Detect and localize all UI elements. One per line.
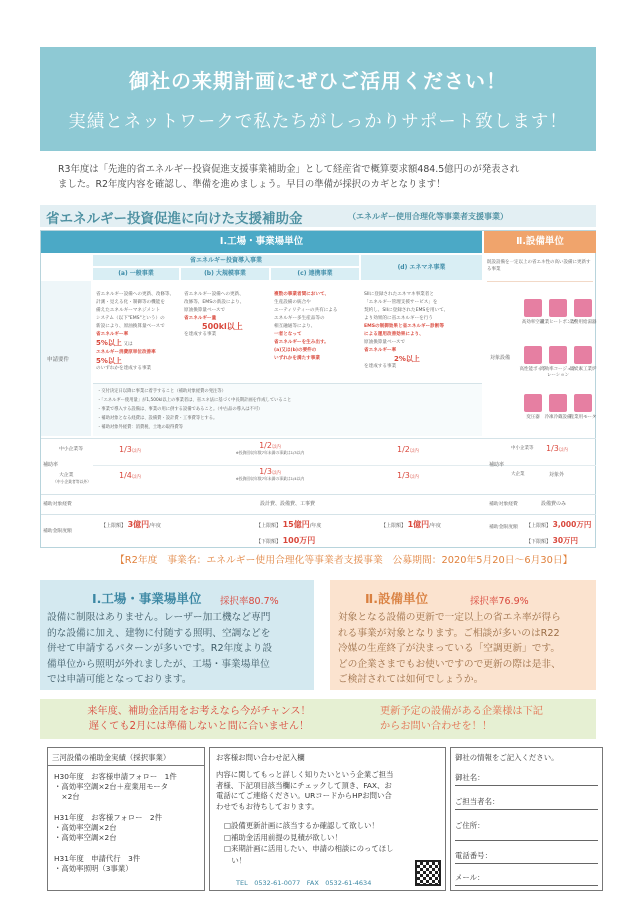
sub-header-energy-investment: 省エネルギー投資導入事業	[93, 255, 359, 266]
rate-large-right: 大企業	[511, 472, 525, 477]
rate-bc-small	[181, 441, 359, 456]
type-d-header: (d) エネマネ事業	[361, 255, 482, 280]
rate-d-large	[397, 471, 419, 480]
limit-d	[381, 519, 441, 530]
inquiry-header: お客様お問い合わせ記入欄	[216, 753, 305, 762]
req-b-amount: 500kl以上	[202, 322, 243, 331]
req-a-line: システム（以下"EMS"という）の	[96, 316, 165, 321]
limit-top-label: 【上限額】	[256, 523, 282, 529]
check-option[interactable]: □補助金活用前提の見積が欲しい！	[224, 832, 342, 842]
panel-equipment-rate: 採択率76.9%	[470, 596, 529, 607]
panel-line: 設備に制限はありません。レーザー加工機など専門	[47, 612, 271, 623]
limit-unit: /年度	[309, 523, 322, 529]
panel-line: どの企業さまでもお使いですので更新の際は是非、	[338, 658, 561, 670]
limit-value: 3億円	[127, 520, 150, 529]
rate-small-right: 中小企業等	[511, 446, 534, 451]
target-label: 補助対象経費	[43, 502, 72, 507]
limit-row	[41, 514, 596, 548]
intro-text	[58, 162, 586, 192]
record-line: H31年度 申請代行 3件	[54, 854, 141, 863]
limit-low-label: 【下限額】	[526, 539, 552, 545]
right-top-desc: 既設設備を一定以上の省エネ性の高い設備に更新する事業	[487, 260, 591, 272]
check-option[interactable]: □設備更新計画に該当するか確認して欲しい！	[224, 821, 379, 830]
panel-factory-title: Ⅰ.工場・事業場単位	[92, 591, 202, 606]
req-d-line: による運用改善効果により、	[364, 332, 424, 337]
inquiry-line: 電話にてご連絡ください。URコードからHPお問い合	[216, 791, 392, 800]
req-d-line: SIIに登録されたエネマネ事業者と	[364, 292, 434, 297]
heatpump-icon	[549, 299, 567, 317]
rate-value: 1/3	[119, 445, 132, 454]
target-row	[41, 494, 596, 512]
limit-a	[101, 519, 161, 530]
rate-unit: 以内	[558, 448, 568, 453]
type-a-header: (a) 一般事業	[93, 268, 179, 280]
rate-a-large	[119, 471, 141, 480]
equip-label: 対象設備	[490, 355, 511, 361]
type-c-header: (c) 連携事業	[271, 268, 359, 280]
record-line: ・高効率照明（3事業）	[54, 864, 133, 873]
limit-top-label: 【上限額】	[381, 523, 407, 529]
inquiry-box	[209, 747, 446, 891]
rate-unit: 以内	[131, 475, 141, 480]
rate-d-small	[397, 445, 419, 454]
panel-factory-body	[47, 610, 311, 688]
inquiry-line: 者様、下記項目該当欄にチェックして頂き、FAX、お	[216, 780, 392, 790]
req-c-line: エネルギー多生産品等の	[274, 316, 325, 321]
type-b-header: (b) 大規模事業	[181, 268, 269, 280]
rate-r-small	[546, 444, 568, 453]
icon-label: 高効率コージェネレーション	[540, 367, 576, 378]
req-b-line: 改修等、EMSの新設により、	[184, 300, 245, 305]
rate-r-large: 対象外	[549, 472, 565, 478]
req-d-line: 省エネルギー率	[364, 348, 397, 353]
record-line: H30年度 お客様申請フォロー 1件	[54, 772, 177, 781]
req-c-line: (a)又は(b)の要件の	[274, 348, 317, 353]
rate-value: 1/2	[259, 441, 272, 450]
request-label: 申請要件	[47, 357, 70, 363]
panel-line: 対象となる設備の更新で一定以上の省エネ率が得ら	[338, 612, 561, 623]
inquiry-line: わせでもお待ちしております。	[216, 801, 319, 811]
req-a-line: 計測・見える化・制御等の機能を	[96, 300, 165, 305]
limit-value: 3,000万円	[552, 520, 592, 529]
field-company-name[interactable]: 御社名：	[455, 773, 485, 782]
rate-row	[41, 438, 596, 492]
rate-unit: 以内	[409, 449, 419, 454]
req-a-line: エネルギー消費原単位改善率	[96, 350, 156, 355]
rate-unit: 以内	[271, 445, 281, 450]
transformer-icon	[524, 394, 542, 412]
row-label-request	[41, 281, 91, 436]
aircon-icon	[524, 299, 542, 317]
check-option: い！	[224, 855, 247, 865]
panel-equipment	[330, 580, 596, 690]
top-banner	[40, 47, 596, 151]
req-d-line: 「エネルギー管理支援サービス」を	[364, 300, 438, 305]
panel-factory	[40, 580, 314, 690]
inquiry-checklist[interactable]	[224, 820, 394, 866]
rate-value: 1/4	[119, 471, 132, 480]
rate-unit: 以内	[131, 449, 141, 454]
rate-value: 1/3	[546, 444, 559, 453]
req-d-line: を達成する事業	[364, 364, 397, 369]
cta-band	[40, 699, 596, 739]
req-d-line: より効果的に省エネルギーを行う	[364, 316, 433, 321]
record-line: ・高効率空調×2台	[54, 823, 117, 832]
rate-unit: 以内	[409, 475, 419, 480]
limit-r-low	[526, 535, 578, 546]
icon-label: 冷凍冷蔵設備	[544, 415, 572, 420]
company-info-header: 御社の情報をご記入ください。	[455, 753, 559, 762]
req-b-line: 省エネルギー量	[184, 316, 217, 321]
request-b	[184, 291, 268, 339]
limit-top-label: 【上限額】	[101, 523, 127, 529]
water-heater-icon	[574, 299, 592, 317]
req-c-line: 省エネルギーを生み出す。	[274, 340, 329, 345]
field-contact-person[interactable]: ご担当者名：	[455, 797, 500, 806]
req-a-line: 省エネルギー設備への更新、改修等、	[96, 292, 175, 297]
note-line: ・補助対象となる経費は、設備費・設計費・工事費等とする。	[97, 416, 218, 421]
target-right: 設備費のみ	[541, 501, 567, 507]
note-line: ・補助対象外経費：消費税、土地の取得費等	[97, 425, 183, 430]
request-c	[274, 291, 358, 363]
field-email[interactable]: メール：	[455, 873, 485, 882]
header-factory-unit: Ⅰ.工場・事業場単位	[41, 231, 482, 253]
req-c-line: 相互融通等により、	[274, 324, 316, 329]
req-d-line: EMSの制御効果と省エネルギー診断等	[364, 324, 444, 329]
req-d-rate: 2%以上	[394, 355, 420, 363]
req-c-line: 一者となって	[274, 332, 302, 337]
contact-numbers: TEL 0532-61-0077 FAX 0532-61-4634	[236, 879, 372, 887]
rate-label-right: 補助率	[489, 462, 505, 468]
year-info: 【R2年度 事業名：エネルギー使用合理化等事業者支援事業 公募期間：2020年5月20日～6月30日】	[115, 555, 573, 566]
rate-value: 1/3	[397, 471, 410, 480]
req-a-rate: 5%以上	[96, 339, 122, 347]
rate-small-label: 中小企業等	[59, 447, 83, 452]
cta-line: 更新予定の設備がある企業様は下記	[380, 706, 543, 717]
req-a-line: 新設により、原油換算量ベースで	[96, 324, 165, 329]
req-c-line: 複数の事業者間において、	[274, 292, 330, 297]
req-b-line: 省エネルギー設備への更新、	[184, 292, 244, 297]
req-c-line: いずれかを満たす事業	[274, 356, 320, 361]
rate-note: ※投資回収年数7年未満の事業は1/4以内	[235, 476, 305, 481]
intro-line-1: R3年度は「先進的省エネルギー投資促進支援事業補助金」として経産省で概算要求額484.5億円のが発表され	[58, 164, 520, 175]
icon-label: 変圧器	[526, 415, 540, 420]
req-a-line: のいずれかを達成する事業	[96, 366, 152, 371]
limit-bc	[256, 519, 321, 530]
req-a-rate2: 5%以上	[96, 357, 122, 365]
panel-equipment-title: Ⅱ.設備単位	[365, 591, 428, 606]
limit-label-right: 補助金限度額	[489, 525, 518, 530]
limit-unit: /年度	[149, 523, 161, 529]
limit-value: 1億円	[407, 520, 430, 529]
refrigerator-icon	[549, 394, 567, 412]
icon-label: 高性能ボイラ	[519, 367, 547, 372]
rate-sub-label: （中小企業者等以外）	[53, 479, 91, 484]
company-info-box	[450, 747, 603, 891]
req-c-line: ユーティリティーの共有による	[274, 308, 338, 313]
limit-value: 30万円	[552, 536, 579, 545]
limit-r	[526, 519, 591, 530]
panel-equipment-body	[338, 610, 592, 688]
limit-low-label: 【下限額】	[256, 539, 282, 545]
req-b-line: 原油換算量ベースで	[184, 308, 226, 313]
qr-code-icon[interactable]	[415, 860, 441, 886]
panel-line: では申請可能となっております。	[47, 674, 192, 685]
furnace-icon	[574, 346, 592, 364]
req-a-or: 又は	[123, 342, 133, 347]
req-b-line: を達成する事業	[184, 332, 217, 337]
panel-line: 併せて申請するパターンが多いです。R2年度より設	[47, 643, 273, 654]
rate-large-label: 大企業	[59, 473, 74, 478]
track-record-box	[47, 747, 205, 891]
req-d-line: 契約し、SIIに登録されたEMSを用いて、	[364, 308, 449, 313]
cta-right	[380, 704, 543, 734]
limit-top-label: 【上限額】	[526, 523, 552, 529]
track-record-header: 三河設備の補助金実績（採択事業）	[48, 748, 204, 766]
record-line: H31年度 お客様フォロー 2件	[54, 813, 162, 822]
icon-label: 業務用給湯器	[569, 320, 597, 325]
request-d	[364, 291, 480, 371]
section-title: 省エネルギー投資促進に向けた支援補助金	[46, 211, 303, 227]
limit-bc-low	[256, 535, 315, 546]
icon-label: 産業ヒートポンプ	[540, 320, 576, 325]
panel-line: 備単位から照明が外れましたが、工場・事業場単位	[47, 658, 270, 670]
section-title-bar	[40, 205, 596, 227]
rate-bc-large	[181, 467, 359, 482]
limit-unit: /年度	[429, 523, 441, 529]
icon-label: 産業用モータ	[569, 415, 597, 420]
section-subtitle: （エネルギー使用合理化等事業者支援事業）	[348, 212, 508, 221]
target-left: 設計費、設備費、工事費	[259, 501, 315, 507]
cta-line: 遅くても2月には準備しないと間に合いません！	[88, 721, 310, 732]
intro-line-2: ました。R2年度内容を確認し、準備を進めましょう。早目の準備が採択のカギとなります！	[58, 179, 446, 190]
cta-left	[54, 704, 344, 734]
subsidy-table	[40, 230, 596, 548]
rate-label: 補助率	[43, 462, 59, 468]
note-line: ・「エネルギー使用量」が1,500kl以上の事業者は、省エネ法に基づく中長期計画を作成していること	[97, 398, 292, 403]
req-a-line: 備えたエネルギーマネジメント	[96, 308, 161, 313]
rate-unit: 以内	[271, 471, 281, 476]
limit-value: 15億円	[282, 520, 310, 529]
check-option[interactable]: □来期計画に活用したい、申請の相談にのってほし	[224, 844, 394, 853]
panel-line: れる事業が対象となります。ご相談が多いのはR22	[338, 627, 560, 639]
boiler-icon	[524, 346, 542, 364]
record-line: ・高効率空調×2台	[54, 833, 117, 842]
field-address[interactable]: ご住所：	[455, 821, 485, 830]
req-a-line: 省エネルギー率	[96, 332, 129, 337]
icon-label: 高効率空調	[521, 320, 545, 325]
req-d-line: 原油換算量ベースで	[364, 340, 406, 345]
note-line: ・交付決定日以降に事業に着手すること（補助対象経費の発注等）	[97, 389, 226, 394]
record-line: ・高効率空調×2台＋産業用モータ	[54, 782, 169, 791]
panel-line: ご検討されては如何でしょうか。	[338, 674, 484, 685]
rate-a-small	[119, 445, 141, 454]
icon-label: 低炭素工業炉	[569, 367, 597, 372]
field-phone[interactable]: 電話番号：	[455, 851, 492, 860]
panel-factory-rate: 採択率80.7%	[220, 596, 279, 607]
limit-label: 補助金限度額	[43, 529, 72, 534]
rate-value: 1/2	[397, 445, 410, 454]
rate-note: ※投資回収年数7年未満の事業は1/3以内	[235, 450, 305, 455]
target-label-right: 補助対象経費	[489, 502, 518, 507]
rate-value: 1/3	[259, 467, 272, 476]
header-equipment-unit: Ⅱ.設備単位	[484, 231, 596, 253]
panel-line: 冷媒の生産終了が決まっている「空調更新」です。	[338, 643, 561, 654]
cta-line: からお問い合わせを！！	[380, 721, 493, 732]
equipment-grid	[487, 281, 597, 436]
cogeneration-icon	[549, 346, 567, 364]
inquiry-line: 内容に関してもっと詳しく知りたいという企業ご担当	[216, 770, 394, 779]
req-c-line: 生産設備の統合や	[274, 300, 311, 305]
record-line: ×2台	[54, 792, 80, 801]
note-line: ・事業で導入する設備は、事業の用に供する設備であること。（中古品の導入は不可）	[97, 407, 263, 412]
inquiry-body	[216, 770, 393, 812]
request-a	[96, 291, 178, 373]
motor-icon	[574, 394, 592, 412]
cta-line: 来年度、補助金活用をお考えなら今がチャンス！	[87, 706, 311, 717]
limit-value: 100万円	[282, 536, 316, 545]
banner-subtitle: 実績とネットワークで私たちがしっかりサポート致します！	[68, 112, 568, 132]
panel-line: 的な設備に加え、建物に付随する照明、空調などを	[47, 627, 271, 639]
notes-block	[93, 383, 482, 436]
banner-title: 御社の来期計画にぜひご活用ください！	[129, 69, 507, 93]
